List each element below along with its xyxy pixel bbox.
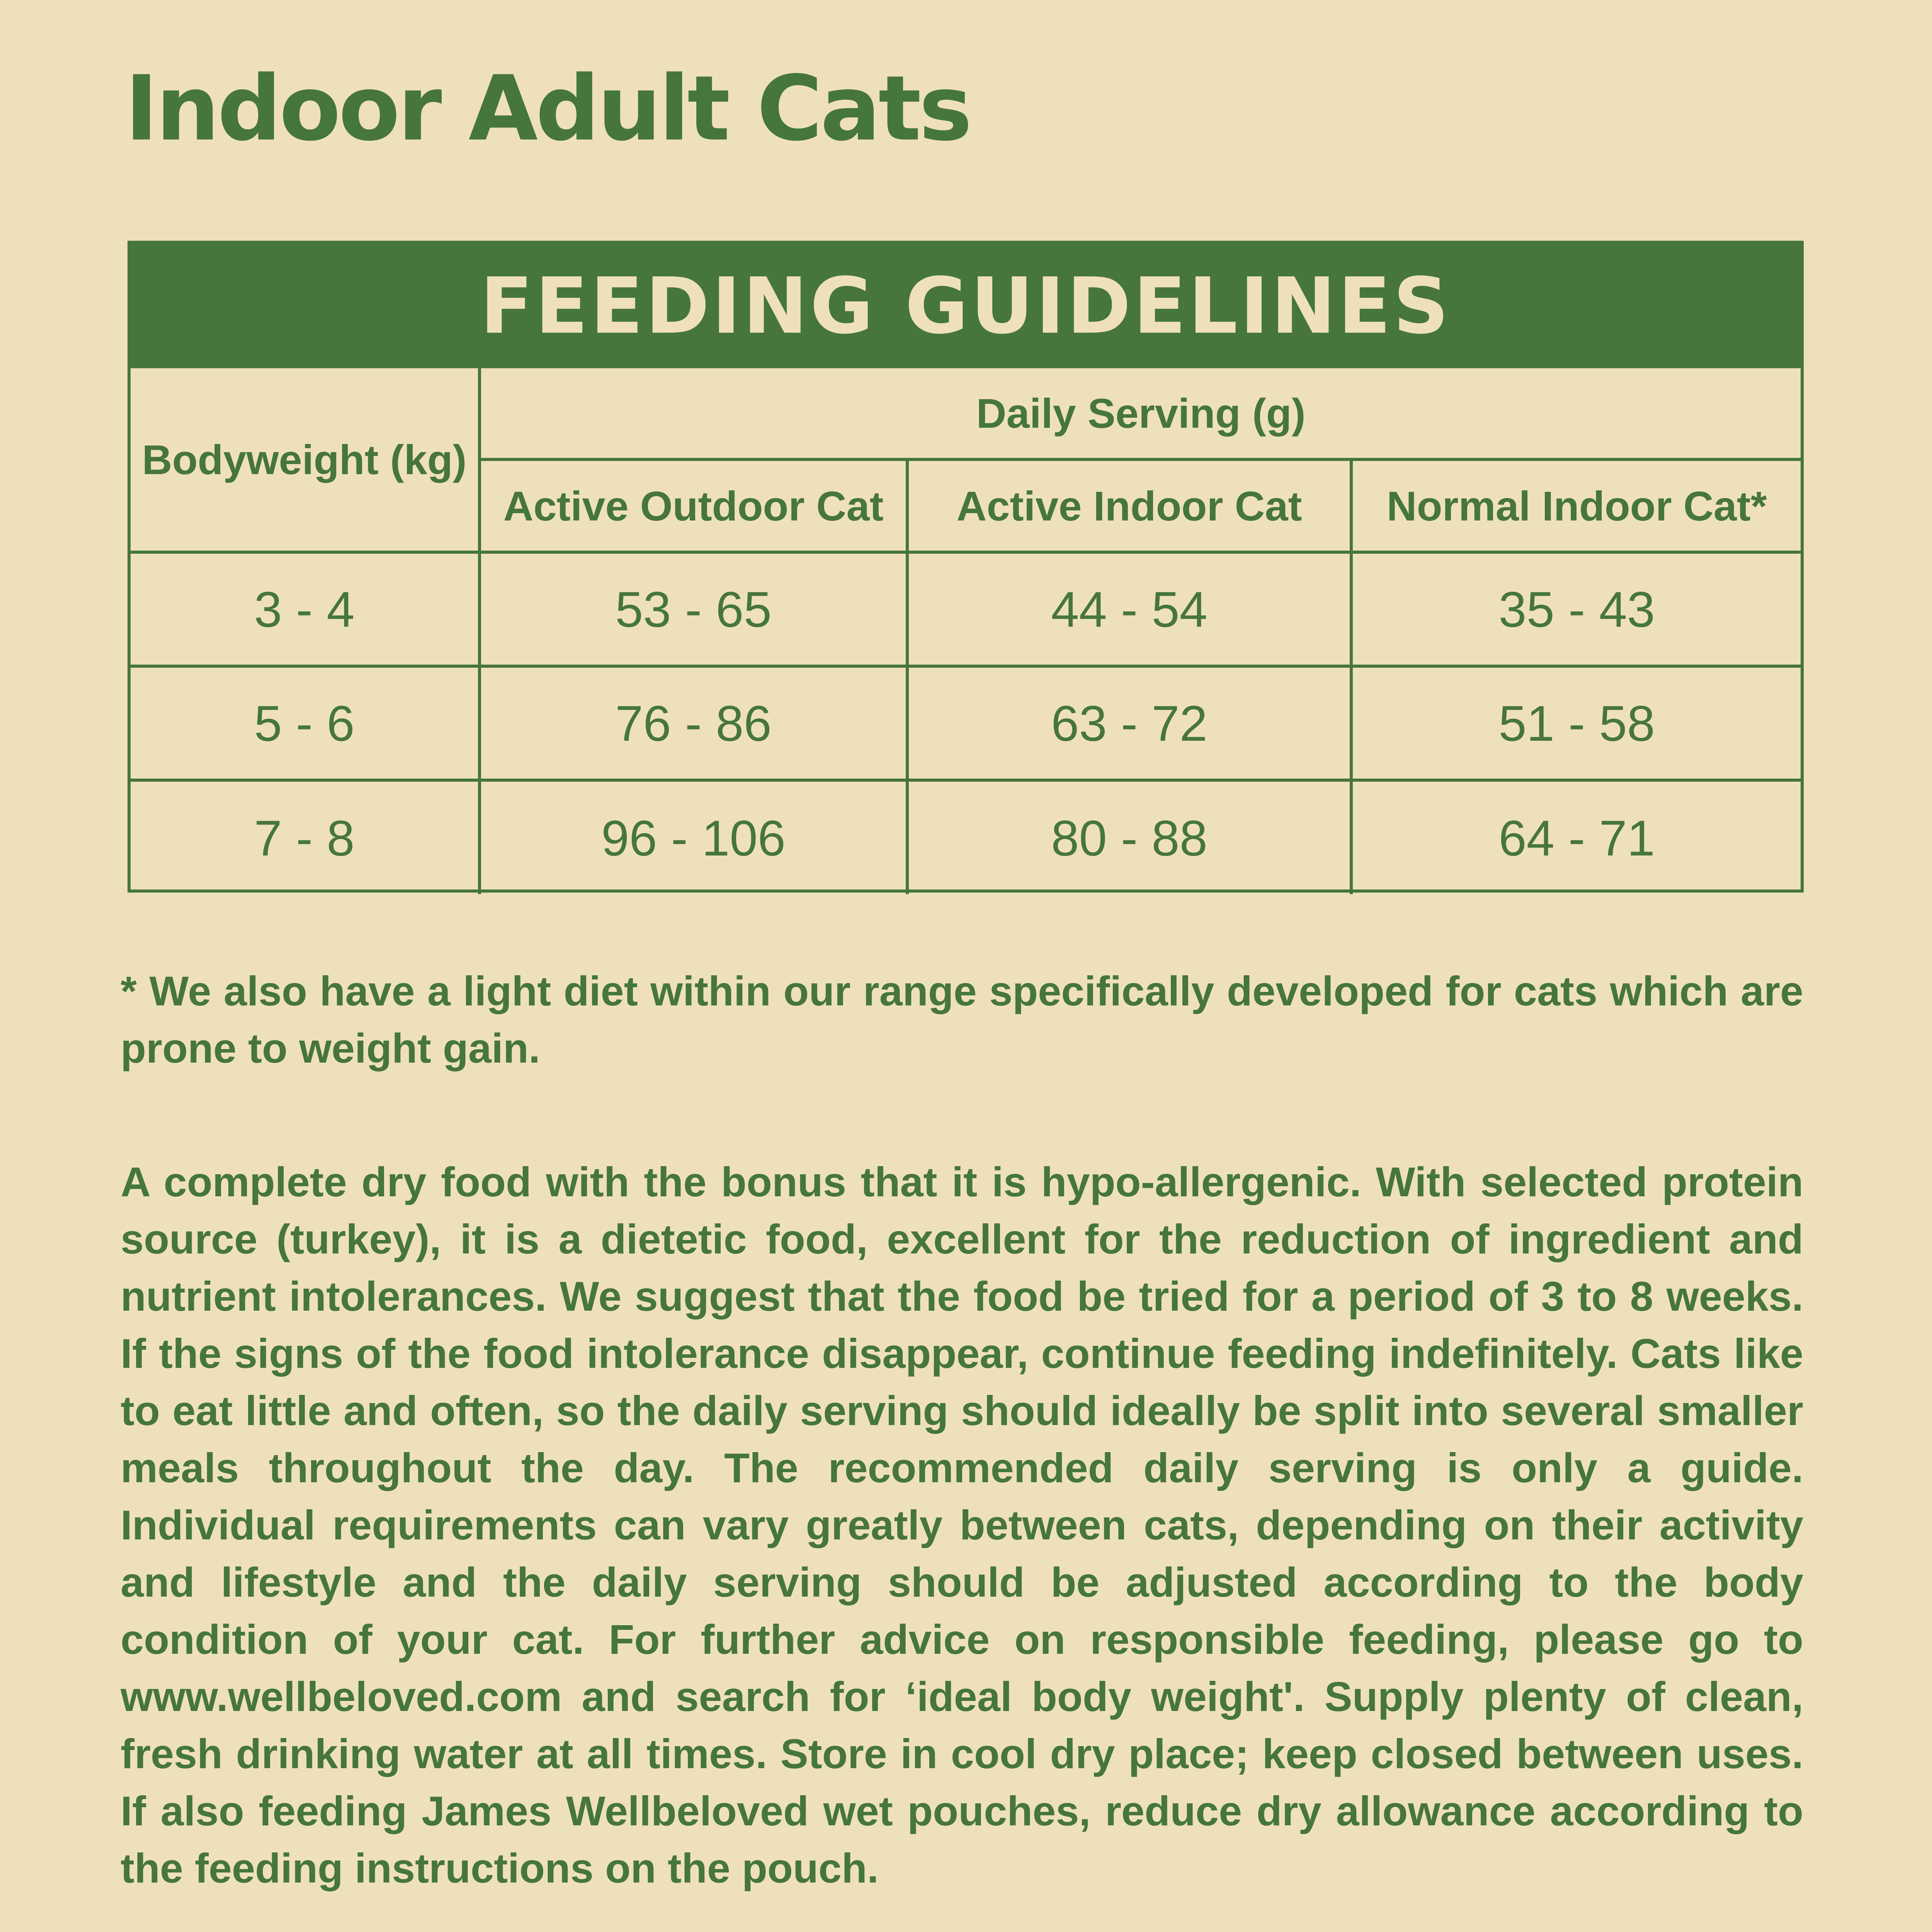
- serving-cell: 76 - 86: [480, 666, 907, 780]
- feeding-guidelines-table: [131, 368, 1801, 894]
- serving-cell: 63 - 72: [907, 666, 1352, 780]
- serving-cell: 53 - 65: [480, 552, 907, 666]
- serving-cell: 96 - 106: [480, 780, 907, 894]
- serving-cell: 44 - 54: [907, 552, 1352, 666]
- table-row: [131, 780, 1801, 894]
- serving-cell: 64 - 71: [1351, 780, 1801, 894]
- feeding-guidelines-box: [128, 241, 1804, 893]
- serving-cell: 35 - 43: [1351, 552, 1801, 666]
- bodyweight-cell: 5 - 6: [131, 666, 480, 780]
- table-row: [131, 552, 1801, 666]
- serving-cell: 51 - 58: [1351, 666, 1801, 780]
- column-header-normal-indoor: Normal Indoor Cat*: [1351, 459, 1801, 552]
- column-header-active-indoor: Active Indoor Cat: [907, 459, 1352, 552]
- daily-serving-header: Daily Serving (g): [480, 368, 1801, 459]
- bodyweight-cell: 3 - 4: [131, 552, 480, 666]
- product-description: A complete dry food with the bonus that it is hypo-allergenic. With selected protein source (turkey), it is a dietetic food, excellent for the reduction of ingredient and nutrient intolerances. We suggest that the food be tried for a period of 3 to 8 weeks. If the signs of the food intolerance disappear, continue feeding indefinitely. Cats like to eat little and often, so the daily serving should ideally be split into several smaller meals throughout the day. The recommended daily serving is only a guide. Individual requirements can vary greatly between cats, depending on their activity and lifestyle and the daily serving should be adjusted according to the body condition of your cat. For further advice on responsible feeding, please go to www.wellbeloved.com and search for ‘ideal body weight'. Supply plenty of clean, fresh drinking water at all times. Store in cool dry place; keep closed between uses. If also feeding James Wellbeloved wet pouches, reduce dry allowance according to the feeding instructions on the pouch.: [121, 1158, 1803, 1891]
- feeding-guidelines-banner: FEEDING GUIDELINES: [131, 244, 1801, 368]
- bodyweight-header: Bodyweight (kg): [131, 368, 480, 552]
- bodyweight-cell: 7 - 8: [131, 780, 480, 894]
- column-header-active-outdoor: Active Outdoor Cat: [480, 459, 907, 552]
- page-title: Indoor Adult Cats: [125, 56, 970, 161]
- light-diet-footnote: * We also have a light diet within our range specifically developed for cats which are prone to weight gain.: [121, 968, 1803, 1071]
- table-header-row: [131, 368, 1801, 459]
- serving-cell: 80 - 88: [907, 780, 1352, 894]
- table-row: [131, 666, 1801, 780]
